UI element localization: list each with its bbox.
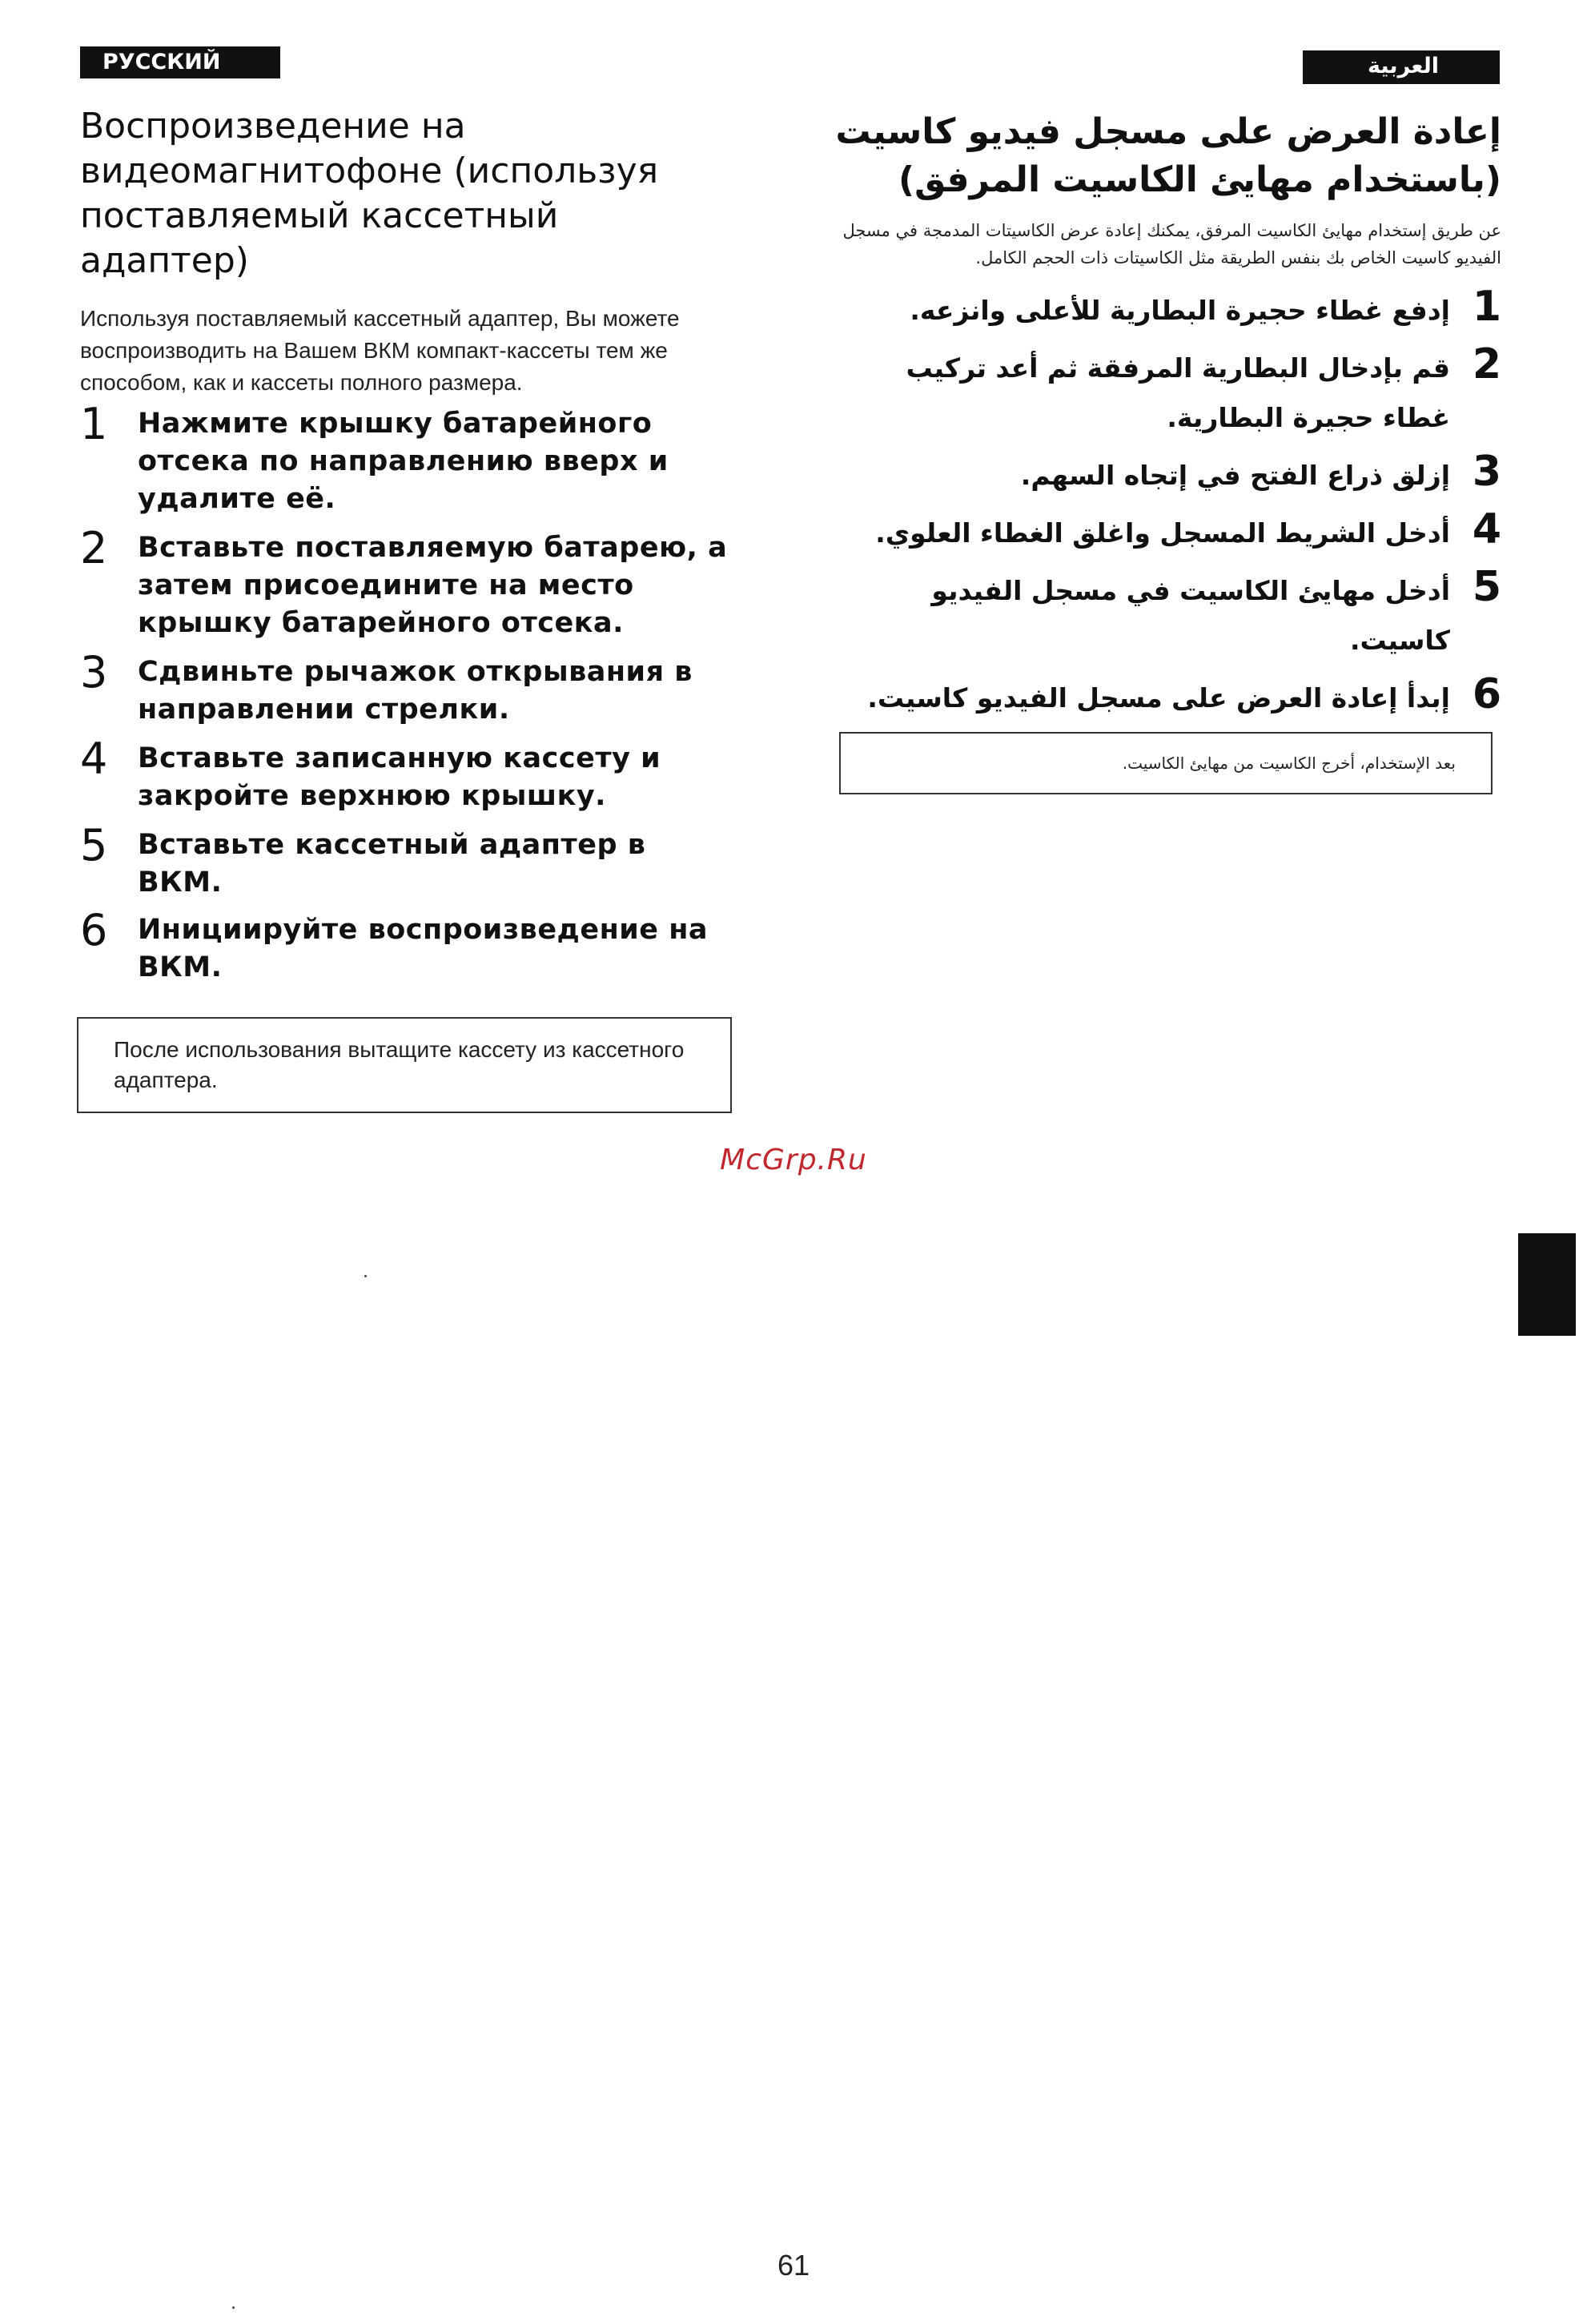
- step-text: إزلق ذراع الفتح في إتجاه السهم.: [1020, 460, 1450, 491]
- page-number: 61: [777, 2249, 810, 2282]
- russian-step-2: [80, 523, 737, 642]
- step-text: Нажмите крышку батарейного отсека по направлению вверх и удалите её.: [138, 408, 669, 515]
- step-text: Сдвиньте рычажок открывания в направлении стрелки.: [138, 656, 693, 726]
- arabic-column: [833, 108, 1501, 731]
- arabic-step-5: [833, 563, 1501, 665]
- scan-speck: [364, 1275, 367, 1277]
- arabic-steps-list: [833, 283, 1501, 723]
- step-number: 6: [80, 905, 108, 955]
- russian-note-box: [77, 1017, 732, 1113]
- step-number: 3: [1472, 448, 1501, 496]
- arabic-note-box: [839, 732, 1493, 794]
- step-number: 5: [80, 820, 108, 870]
- arabic-language-tag: العربية: [1303, 50, 1500, 84]
- step-number: 2: [80, 523, 108, 573]
- arabic-step-1: [833, 283, 1501, 336]
- step-text: أدخل مهايئ الكاسيت في مسجل الفيديو كاسيت.: [931, 575, 1450, 656]
- russian-steps-list: [80, 399, 737, 987]
- russian-column: [80, 104, 737, 987]
- arabic-step-3: [833, 448, 1501, 501]
- arabic-step-2: [833, 340, 1501, 443]
- step-number: 3: [80, 647, 108, 698]
- arabic-intro-text: عن طريق إستخدام مهايئ الكاسيت المرفق، يمكنك إعادة عرض الكاسيتات المدمجة في مسجل الفيديو كاسيت الخاص بك بنفس الطريقة مثل الكاسيتات ذات الحجم الكامل.: [842, 221, 1501, 267]
- russian-step-4: [80, 734, 737, 815]
- arabic-step-4: [833, 505, 1501, 558]
- step-number: 4: [1472, 505, 1501, 553]
- arabic-step-6: [833, 670, 1501, 723]
- chapter-edge-tab: [1518, 1233, 1576, 1336]
- russian-step-3: [80, 647, 737, 729]
- russian-intro-text: Используя поставляемый кассетный адаптер, Вы можете воспроизводить на Вашем ВКМ компакт-кассеты тем же способом, как и кассеты полного размера.: [80, 306, 680, 395]
- russian-step-6: [80, 905, 737, 987]
- step-number: 6: [1472, 670, 1501, 718]
- step-number: 4: [80, 734, 108, 784]
- step-text: Вставьте кассетный адаптер в ВКМ.: [138, 829, 646, 899]
- russian-section-title: Воспроизведение на видеомагнитофоне (используя поставляемый кассетный адаптер): [80, 106, 659, 281]
- russian-note-text: После использования вытащите кассету из кассетного адаптера.: [114, 1037, 685, 1092]
- russian-step-5: [80, 820, 737, 902]
- russian-step-1: [80, 399, 737, 518]
- step-text: Инициируйте воспроизведение на ВКМ.: [138, 914, 708, 983]
- step-number: 2: [1472, 340, 1501, 388]
- watermark-link[interactable]: McGrp.Ru: [720, 1144, 867, 1176]
- step-text: Вставьте поставляемую батарею, а затем присоедините на место крышку батарейного отсека.: [138, 532, 728, 639]
- arabic-note-text: بعد الإستخدام، أخرج الكاسيت من مهايئ الكاسيت.: [1122, 754, 1456, 773]
- step-text: قم بإدخال البطارية المرفقة ثم أعد تركيب غطاء حجيرة البطارية.: [906, 352, 1450, 433]
- step-number: 1: [1472, 283, 1501, 331]
- russian-language-tag: РУССКИЙ ЯЗЫК: [80, 46, 280, 78]
- step-number: 1: [80, 399, 108, 449]
- step-text: أدخل الشريط المسجل واغلق الغطاء العلوي.: [875, 517, 1450, 549]
- step-text: إدفع غطاء حجيرة البطارية للأعلى وانزعه.: [910, 295, 1450, 326]
- step-text: Вставьте записанную кассету и закройте верхнюю крышку.: [138, 742, 661, 812]
- scan-speck: [232, 2306, 235, 2309]
- step-text: إبدأ إعادة العرض على مسجل الفيديو كاسيت.: [867, 682, 1450, 714]
- arabic-section-title: إعادة العرض على مسجل فيديو كاسيت (باستخدام مهايئ الكاسيت المرفق): [835, 111, 1501, 200]
- step-number: 5: [1472, 563, 1501, 611]
